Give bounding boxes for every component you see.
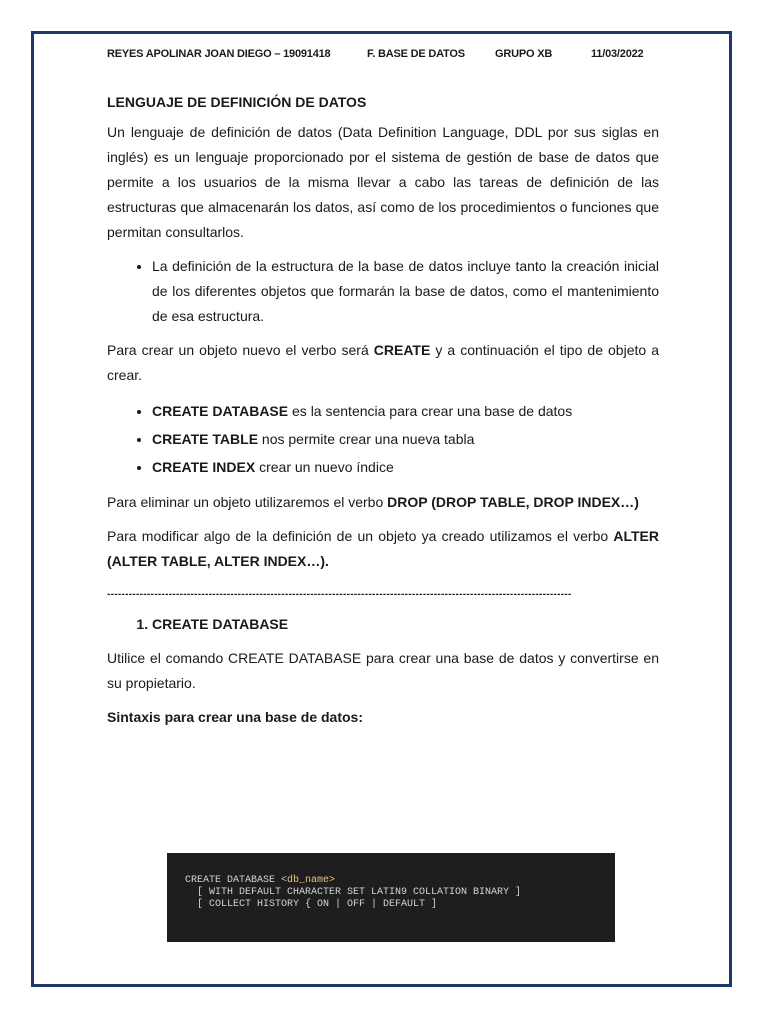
code-block xyxy=(167,853,615,942)
document-header xyxy=(107,48,667,64)
create-paragraph xyxy=(107,338,659,388)
alter-pre-text: Para modificar algo de la definición de un objeto ya creado utilizamos el verbo xyxy=(107,528,614,544)
section-list xyxy=(107,612,659,637)
intro-paragraph: Un lenguaje de definición de datos (Data Definition Language, DDL por sus siglas en inglés) es un lenguaje proporcionado por el sistema de gestión de base de datos que permite a los usuarios de la misma llevar a cabo las tareas de definición de las estructuras que almacenarán los datos, así como de los procedimientos o funciones que permitan consultarlos. xyxy=(107,124,659,240)
alter-paragraph xyxy=(107,524,659,574)
header-group: GRUPO XB xyxy=(495,48,553,60)
syntax-label-text: Sintaxis para crear una base de datos: xyxy=(107,709,363,725)
drop-paragraph xyxy=(107,490,659,515)
section1-paragraph: Utilice el comando CREATE DATABASE para crear una base de datos y convertirse en su propietario. xyxy=(107,650,659,691)
command-desc: crear un nuevo índice xyxy=(255,459,394,475)
drop-pre-text: Para eliminar un objeto utilizaremos el verbo xyxy=(107,494,388,510)
create-commands-list xyxy=(107,397,659,481)
header-date: 11/03/2022 xyxy=(591,48,644,60)
command-desc: es la sentencia para crear una base de datos xyxy=(288,403,573,419)
command-keyword: CREATE TABLE xyxy=(152,431,259,447)
definition-list xyxy=(107,254,659,329)
header-course: F. BASE DE DATOS xyxy=(367,48,465,60)
code-line-2: [ WITH DEFAULT CHARACTER SET LATIN9 COLLATION BINARY ] xyxy=(185,887,522,898)
command-keyword: CREATE INDEX xyxy=(152,459,256,475)
create-keyword: CREATE xyxy=(373,342,431,358)
separator-line: -------------------------------------------------------------------------------------------------------------------------------- xyxy=(107,589,572,600)
document-body xyxy=(107,92,659,739)
syntax-label xyxy=(107,705,659,730)
drop-keyword: DROP (DROP TABLE, DROP INDEX…) xyxy=(387,494,639,510)
list-item xyxy=(152,425,659,453)
command-keyword: CREATE DATABASE xyxy=(152,403,289,419)
list-item: • La definición de la estructura de la base de datos incluye tanto la creación inicial de los diferentes objetos que formarán la base de datos, como el mantenimiento de esa estructura. xyxy=(152,254,659,329)
section-heading: 1. CREATE DATABASE xyxy=(152,612,659,637)
command-desc: nos permite crear una nueva tabla xyxy=(258,431,475,447)
document-title: LENGUAJE DE DEFINICIÓN DE DATOS xyxy=(107,94,367,110)
list-item xyxy=(152,453,659,481)
create-pre-text: Para crear un objeto nuevo el verbo será xyxy=(107,342,374,358)
alter-keyword: ALTER (ALTER TABLE, ALTER INDEX…). xyxy=(107,528,659,569)
create-post-text: y a continuación el tipo de objeto a crear. xyxy=(107,342,659,383)
list-item xyxy=(152,397,659,425)
header-author: REYES APOLINAR JOAN DIEGO – 19091418 xyxy=(107,48,331,60)
code-line-3: [ COLLECT HISTORY { ON | OFF | DEFAULT ] xyxy=(185,899,438,910)
code-keyword: CREATE DATABASE xyxy=(185,875,282,886)
code-placeholder: <db_name> xyxy=(281,875,336,886)
code-line-1 xyxy=(185,875,597,887)
